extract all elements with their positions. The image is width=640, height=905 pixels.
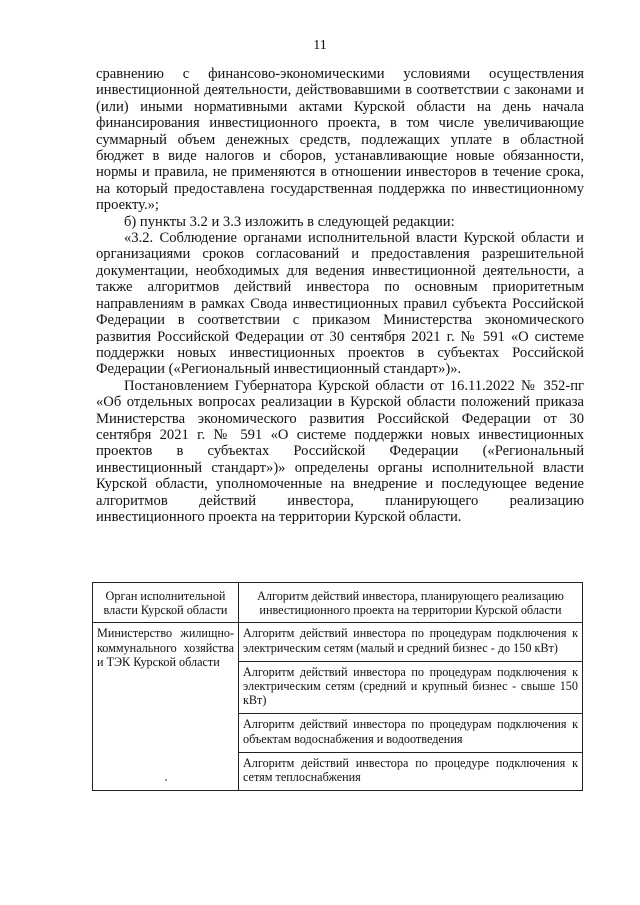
paragraph-3-2: «3.2. Соблюдение органами исполнительной власти Курской области и организациями сроков согласований и предоставления разрешительной документации, необходимых для ведения инвестиционной деятельности, а также алгоритмов действий инвестора по основным приоритетным направлениям в рамках Свода инвестиционных правил субъекта Российской Федерации в соответствии с приказом Министерства экономического развития Российской Федерации от 30 сентября 2021 г. № 591 «О системе поддержки новых инвестиционных проектов в субъектах Российской Федерации («Региональный инвестиционный стандарт»)». [96, 230, 584, 378]
authority-cell: Министерство жилищно-коммунального хозяйства и ТЭК Курской области [93, 623, 239, 791]
algorithm-cell: Алгоритм действий инвестора по процедуре подключения к сетям теплоснабжения [239, 752, 583, 790]
authorities-table [92, 582, 583, 791]
algorithm-cell: Алгоритм действий инвестора по процедурам подключения к электрическим сетям (средний и крупный бизнес - свыше 150 кВт) [239, 661, 583, 714]
page-number: 11 [313, 38, 327, 53]
header-algorithm: Алгоритм действий инвестора, планирующего реализацию инвестиционного проекта на территории Курской области [239, 583, 583, 623]
table-row [93, 623, 583, 661]
paragraph-continuation: сравнению с финансово-экономическими условиями осуществления инвестиционной деятельности, действовавшими в соответствии с законами и (или) иными нормативными актами Курской области на день начала финансирования инвестиционного проекта, в том числе увеличивающие суммарный объем денежных средств, подлежащих уплате в областной бюджет в виде налогов и сборов, устанавливающие новые обязанности, нормы и правила, не применяются в отношении инвесторов в течение срока, на который предоставлена государственная поддержка по инвестиционному проекту.»; [96, 66, 584, 214]
scan-speck [165, 779, 167, 781]
table-header-row [93, 583, 583, 623]
body-text [96, 66, 584, 525]
header-authority: Орган исполнительной власти Курской области [93, 583, 239, 623]
algorithm-cell: Алгоритм действий инвестора по процедурам подключения к объектам водоснабжения и водоотведения [239, 714, 583, 752]
paragraph-amendment-b: б) пункты 3.2 и 3.3 изложить в следующей редакции: [124, 213, 455, 230]
algorithm-cell: Алгоритм действий инвестора по процедурам подключения к электрическим сетям (малый и средний бизнес - до 150 кВт) [239, 623, 583, 661]
paragraph-resolution: Постановлением Губернатора Курской области от 16.11.2022 № 352-пг «Об отдельных вопросах реализации в Курской области положений приказа Министерства экономического развития Российской Федерации от 30 сентября 2021 г. № 591 «О системе поддержки новых инвестиционных проектов в субъектах Российской Федерации («Региональный инвестиционный стандарт»)» определены органы исполнительной власти Курской области, уполномоченные на внедрение и последующее ведение алгоритмов действий инвестора, планирующего реализацию инвестиционного проекта на территории Курской области. [96, 377, 584, 525]
